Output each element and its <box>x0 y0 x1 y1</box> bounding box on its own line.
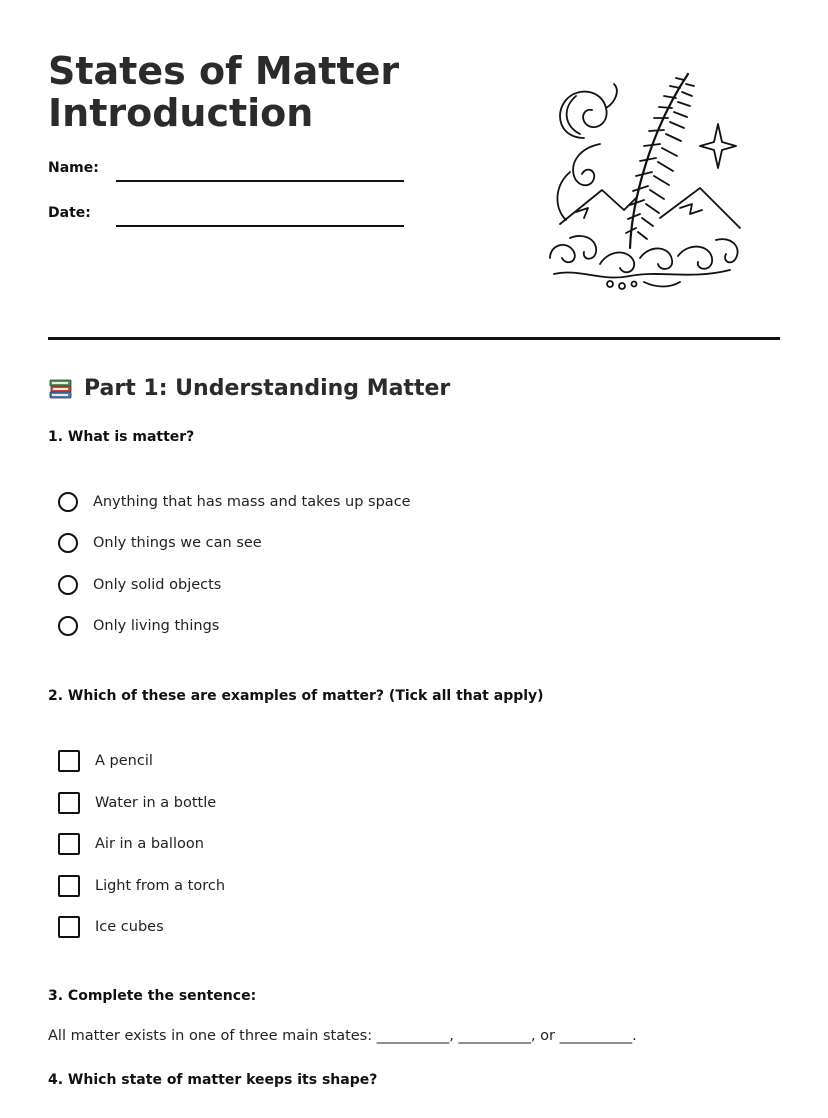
question-1-prompt: 1. What is matter? <box>48 429 195 445</box>
option-label: Light from a torch <box>95 878 226 894</box>
checkbox[interactable] <box>58 833 80 855</box>
books-icon <box>48 375 74 401</box>
radio-button[interactable] <box>58 575 78 595</box>
question-3-prompt: 3. Complete the sentence: <box>48 988 257 1004</box>
worksheet-title <box>48 50 399 134</box>
option-label: Only things we can see <box>93 535 262 551</box>
option-label: Air in a balloon <box>95 836 204 852</box>
option-label: Only solid objects <box>93 577 222 593</box>
checkbox[interactable] <box>58 792 80 814</box>
section-divider <box>48 337 780 340</box>
part-1-title: Part 1: Understanding Matter <box>84 375 451 401</box>
date-label: Date: <box>48 205 91 221</box>
q2-option-1[interactable] <box>58 750 153 772</box>
q1-option-4[interactable] <box>58 616 219 636</box>
fern-illustration-icon <box>540 68 744 296</box>
q1-option-2[interactable] <box>58 533 262 553</box>
date-field[interactable] <box>116 225 404 227</box>
question-2-prompt: 2. Which of these are examples of matter? (Tick all that apply) <box>48 688 544 704</box>
checkbox[interactable] <box>58 916 80 938</box>
option-label: A pencil <box>95 753 153 769</box>
title-line-2: Introduction <box>48 91 314 135</box>
radio-button[interactable] <box>58 616 78 636</box>
q2-option-3[interactable] <box>58 833 204 855</box>
q2-option-4[interactable] <box>58 875 225 897</box>
fill-in-sentence: All matter exists in one of three main states: __________, __________, or __________. <box>48 1028 637 1044</box>
checkbox[interactable] <box>58 750 80 772</box>
option-label: Anything that has mass and takes up space <box>93 494 411 510</box>
name-field[interactable] <box>116 180 404 182</box>
part-1-heading <box>48 375 450 401</box>
q1-option-3[interactable] <box>58 575 221 595</box>
checkbox[interactable] <box>58 875 80 897</box>
q2-option-5[interactable] <box>58 916 164 938</box>
title-line-1: States of Matter <box>48 49 400 93</box>
radio-button[interactable] <box>58 533 78 553</box>
radio-button[interactable] <box>58 492 78 512</box>
q1-option-1[interactable] <box>58 492 411 512</box>
name-label: Name: <box>48 160 99 176</box>
option-label: Water in a bottle <box>95 795 217 811</box>
option-label: Ice cubes <box>95 919 164 935</box>
q2-option-2[interactable] <box>58 792 216 814</box>
question-4-prompt: 4. Which state of matter keeps its shape? <box>48 1072 378 1088</box>
option-label: Only living things <box>93 618 220 634</box>
